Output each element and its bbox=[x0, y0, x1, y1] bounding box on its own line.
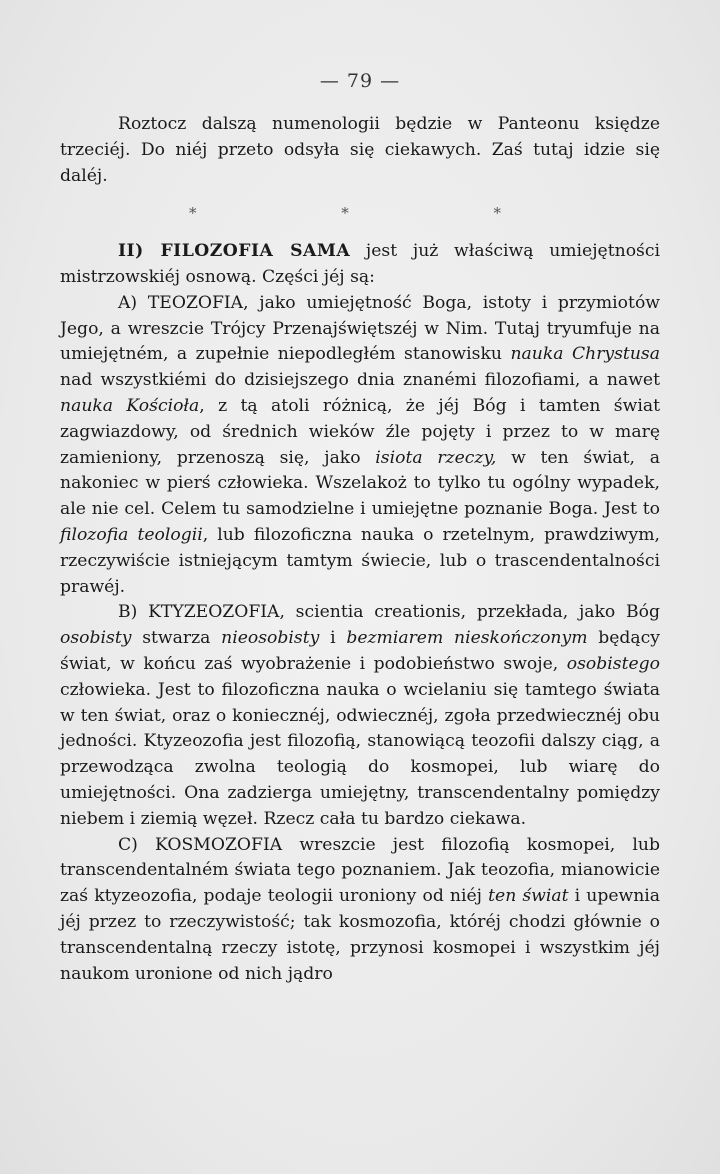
ktyzeozofia-italic-2: nieosobisty bbox=[221, 628, 320, 649]
ktyzeozofia-italic-4: osobistego bbox=[566, 653, 660, 674]
page-number: — 79 — bbox=[319, 70, 401, 92]
teozofia-text-2: nad wszystkiémi do dzisiejszego dnia znanémi filozofiami, a nawet bbox=[60, 370, 660, 391]
kosmozofia-text-1: C) KOSMOZOFIA wreszcie jest filozofią kosmopei, lub transcendentalném świata tego poznaniem. Jak teozofia, mianowicie zaś ktyzeozofia, podaje teologii uroniony od niéj bbox=[60, 834, 660, 907]
paragraph-teozofia bbox=[60, 291, 660, 601]
ktyzeozofia-text-4: będący świat, w końcu zaś wyobrażenie i podobieństwo swoje, bbox=[60, 628, 660, 674]
ktyzeozofia-text-1: B) KTYZEOZOFIA, scientia creationis, przekłada, jako Bóg bbox=[118, 602, 660, 623]
kosmozofia-italic-1: ten świat bbox=[488, 886, 569, 907]
section-heading: II) FILOZOFIA SAMA bbox=[118, 241, 351, 262]
section-separator: * * * bbox=[188, 204, 572, 223]
teozofia-text-4: w ten świat, a nakoniec w pierś człowieka. Wszelakoż to tylko tu ogólny wypadek, ale nie cel. Celem tu samodzielne i umiejętne poznanie Boga. Jest to bbox=[60, 447, 660, 520]
ktyzeozofia-italic-1: osobisty bbox=[60, 628, 132, 649]
paragraph-kosmozofia bbox=[60, 833, 660, 988]
teozofia-text-5: , lub filozoficzna nauka o rzetelnym, prawdziwym, rzeczywiście istniejącym tamtym świecie, lub o trascendentalności prawéj. bbox=[60, 524, 661, 597]
ktyzeozofia-text-2: stwarza bbox=[142, 628, 211, 649]
teozofia-italic-1: nauka Chrystusa bbox=[510, 344, 660, 365]
teozofia-italic-2: nauka Kościoła bbox=[60, 395, 200, 416]
teozofia-italic-3: isiota rzeczy, bbox=[375, 447, 497, 468]
teozofia-text-3: , z tą atoli różnicą, że jéj Bóg i tamten świat zagwiazdowy, od średnich wieków źle pojęty i przez to w marę zamieniony, przenoszą się, jako bbox=[60, 395, 660, 468]
page-text bbox=[60, 112, 660, 987]
teozofia-text-1: A) TEOZOFIA, jako umiejętność Boga, istoty i przymiotów Jego, a wreszcie Trójcy Przenajświętszéj w Nim. Tutaj tryumfuje na umiejętném, a zupełnie niepodległém stanowisku bbox=[60, 292, 660, 365]
teozofia-italic-4: filozofia teologii bbox=[60, 524, 203, 545]
paragraph-section-ii bbox=[60, 239, 660, 291]
ktyzeozofia-italic-3: bezmiarem nieskończonym bbox=[346, 628, 588, 649]
ktyzeozofia-text-3: i bbox=[330, 628, 336, 649]
kosmozofia-text-2: i upewnia jéj przez to rzeczywistość; tak kosmozofia, któréj chodzi głównie o transcendentalną rzeczy istotę, przynosi kosmopei i wszystkim jéj naukom uronione od nich jądro bbox=[60, 886, 661, 984]
paragraph-intro: Roztocz dalszą numenologii będzie w Panteonu księdze trzeciéj. Do niéj przeto odsyła się ciekawych. Zaś tutaj idzie się daléj. bbox=[60, 114, 660, 186]
ktyzeozofia-text-5: człowieka. Jest to filozoficzna nauka o wcielaniu się tamtego świata w ten świat, oraz o koniecznéj, odwiecznéj, zgoła przedwiecznéj obu jedności. Ktyzeozofia jest filozofią, stanowiącą teozofii dalszy ciąg, a przewodząca zwolna teologią do kosmopei, lub wiarę do umiejętności. Ona zadzierga umiejętny, transcendentalny pomiędzy niebem i ziemią węzeł. Rzecz cała tu bardzo ciekawa. bbox=[60, 679, 660, 829]
paragraph-ktyzeozofia bbox=[60, 600, 660, 832]
section-text: jest już właściwą umiejętności mistrzowskiéj osnową. Części jéj są: bbox=[60, 241, 660, 287]
